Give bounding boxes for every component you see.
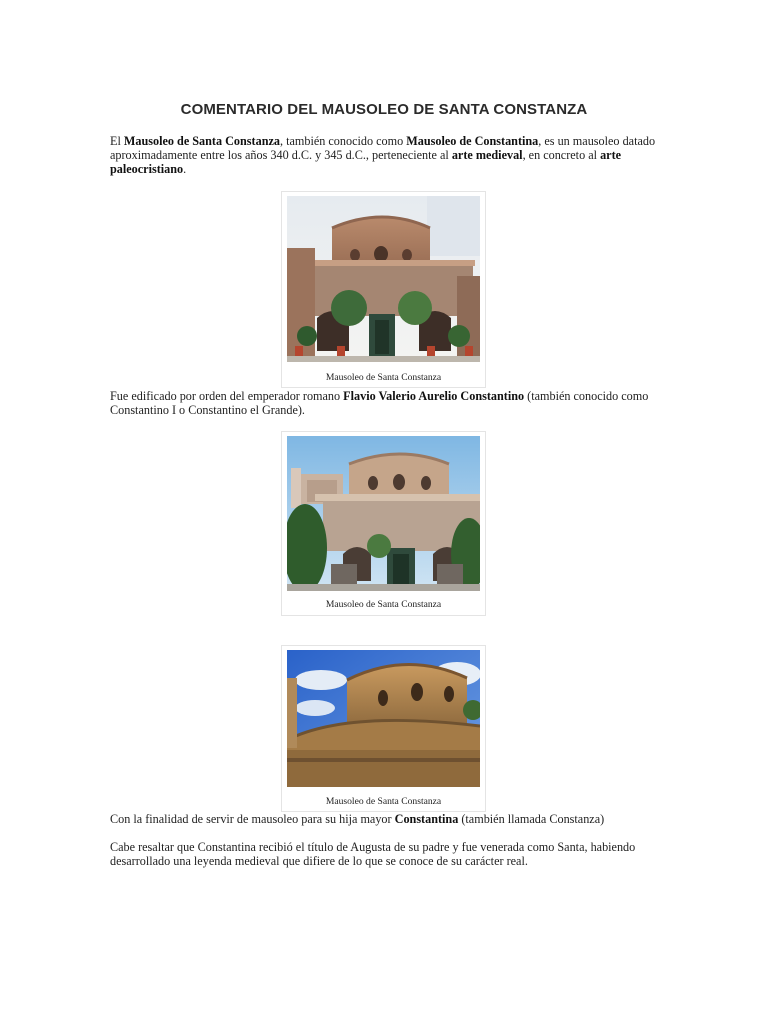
- intro-bold-arte-paleocristiano: arte paleocristiano: [110, 148, 622, 176]
- intro-bold-mausoleo-constantina: Mausoleo de Constantina: [406, 134, 539, 148]
- emperor-paragraph: [110, 389, 658, 417]
- intro-text-1: El: [110, 134, 124, 148]
- emperor-bold-name: Flavio Valerio Aurelio Constantino: [343, 389, 525, 403]
- intro-text-5: .: [183, 162, 187, 176]
- figure-caption: Mausoleo de Santa Constanza: [325, 599, 442, 610]
- intro-bold-mausoleo-santa-constanza: Mausoleo de Santa Constanza: [123, 134, 280, 148]
- intro-bold-arte-medieval: arte medieval: [451, 148, 523, 162]
- intro-text-2: , también conocido como: [279, 134, 407, 148]
- intro-text-4: , en concreto al: [522, 148, 601, 162]
- legend-paragraph: Cabe resaltar que Constantina recibió el título de Augusta de su padre y fue venerada como Santa, habiendo desarrollado una leyenda medieval que difiere de lo que se conoce de su carácter real.: [110, 840, 636, 868]
- emperor-text-2: (también conocido como Constantino I o Constantino el Grande).: [110, 389, 649, 417]
- emperor-text-1: Fue edificado por orden del emperador romano: [110, 389, 344, 403]
- daughter-paragraph: [110, 812, 658, 826]
- daughter-text-2: (también llamada Constanza): [458, 812, 605, 826]
- mausoleum-photo-exterior: [287, 650, 480, 787]
- intro-paragraph: [110, 134, 658, 176]
- page-title: COMENTARIO DEL MAUSOLEO DE SANTA CONSTANZA: [180, 101, 588, 118]
- daughter-text-1: Con la finalidad de servir de mausoleo para su hija mayor: [110, 812, 395, 826]
- intro-text-3: , es un mausoleo datado aproximadamente entre los años 340 d.C. y 345 d.C., perteneciente al: [110, 134, 656, 162]
- figure-2: [281, 431, 486, 616]
- figure-1: [281, 191, 486, 388]
- figure-3: [281, 645, 486, 812]
- daughter-bold-name: Constantina: [394, 812, 459, 826]
- figure-caption: Mausoleo de Santa Constanza: [325, 796, 442, 807]
- mausoleum-photo-side: [287, 436, 480, 591]
- figure-caption: Mausoleo de Santa Constanza: [325, 372, 442, 383]
- mausoleum-photo-front: [287, 196, 480, 362]
